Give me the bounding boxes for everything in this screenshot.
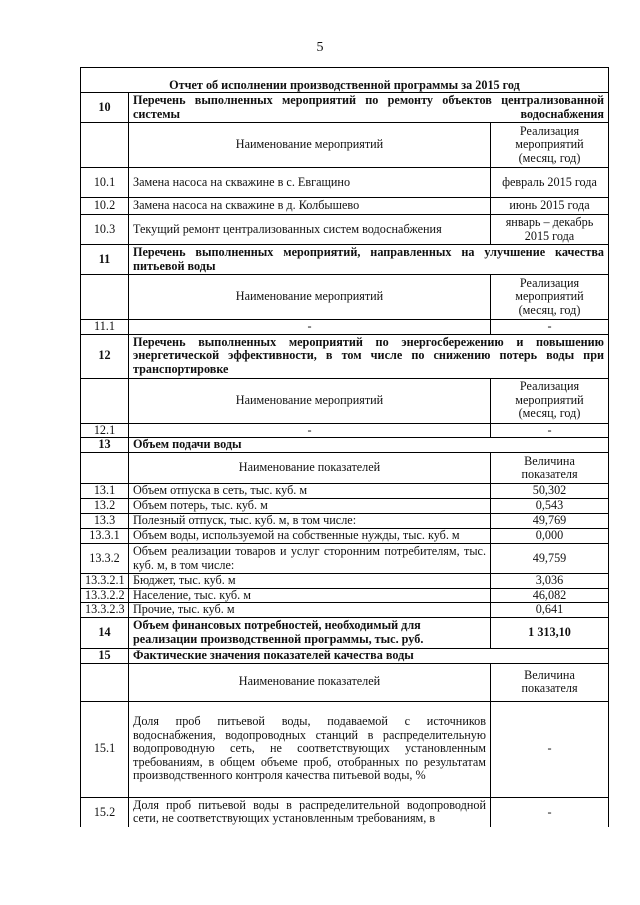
column-header-value: Реализация мероприятий (месяц, год)	[491, 123, 609, 168]
row-value: 49,769	[491, 514, 609, 529]
row-name: Замена насоса на скважине в д. Колбышево	[129, 198, 491, 215]
row-value: -	[491, 320, 609, 335]
production-program-report-table	[80, 67, 609, 827]
row-number: 10.2	[81, 198, 129, 215]
row-number: 15.1	[81, 701, 129, 797]
row-number: 13.3.2	[81, 544, 129, 574]
section-header-row	[81, 438, 609, 453]
column-header-row	[81, 275, 609, 320]
column-header-name: Наименование мероприятий	[129, 378, 491, 423]
row-value: 0,000	[491, 529, 609, 544]
table-row	[81, 168, 609, 198]
row-number: 10.3	[81, 215, 129, 245]
column-header-name: Наименование мероприятий	[129, 123, 491, 168]
row-number: 13.3.2.1	[81, 574, 129, 589]
row-number: 15.2	[81, 797, 129, 827]
column-header-value: Реализация мероприятий (месяц, год)	[491, 378, 609, 423]
row-number: 13.3.2.2	[81, 588, 129, 603]
section-number: 13	[81, 438, 129, 453]
section-header-row	[81, 334, 609, 378]
row-value: 0,543	[491, 499, 609, 514]
row-value: -	[491, 701, 609, 797]
row-name: Объем реализации товаров и услуг сторонним потребителям, тыс. куб. м, в том числе:	[129, 544, 491, 574]
row-number: 13.3.2.3	[81, 603, 129, 618]
section-header-row	[81, 648, 609, 663]
section-title: Фактические значения показателей качества воды	[129, 648, 609, 663]
section-header-row	[81, 617, 609, 648]
row-value: февраль 2015 года	[491, 168, 609, 198]
section-number: 15	[81, 648, 129, 663]
row-name: Текущий ремонт централизованных систем водоснабжения	[129, 215, 491, 245]
row-value: -	[491, 797, 609, 827]
table-row	[81, 514, 609, 529]
row-name: Объем потерь, тыс. куб. м	[129, 499, 491, 514]
section-title: Перечень выполненных мероприятий по ремонту объектов централизованной системы водоснабжения	[129, 93, 609, 123]
section-number: 14	[81, 617, 129, 648]
table-row	[81, 574, 609, 589]
table-row	[81, 544, 609, 574]
column-header-row	[81, 123, 609, 168]
column-header-value: Величина показателя	[491, 663, 609, 701]
row-value: 50,302	[491, 484, 609, 499]
table-row	[81, 529, 609, 544]
row-value: 49,759	[491, 544, 609, 574]
row-value: январь – декабрь 2015 года	[491, 215, 609, 245]
table-row	[81, 588, 609, 603]
column-header-name: Наименование показателей	[129, 663, 491, 701]
row-number: 13.1	[81, 484, 129, 499]
row-value: -	[491, 423, 609, 438]
column-header-row	[81, 378, 609, 423]
row-value: 0,641	[491, 603, 609, 618]
row-value: 46,082	[491, 588, 609, 603]
column-header-row	[81, 663, 609, 701]
table-row	[81, 499, 609, 514]
row-name: -	[129, 423, 491, 438]
row-value: 3,036	[491, 574, 609, 589]
row-number: 13.3.1	[81, 529, 129, 544]
row-name: Доля проб питьевой воды, подаваемой с источников водоснабжения, водопроводных станций в распределительную водопроводную сеть, не соответствующих установленным требованиям, в общем объеме проб, отобранных по результатам производственного контроля качества питьевой воды, %	[129, 701, 491, 797]
report-title: Отчет об исполнении производственной программы за 2015 год	[81, 68, 609, 93]
row-name: Объем воды, используемой на собственные нужды, тыс. куб. м	[129, 529, 491, 544]
section-number: 12	[81, 334, 129, 378]
table-row	[81, 484, 609, 499]
section-number: 11	[81, 245, 129, 275]
row-number: 12.1	[81, 423, 129, 438]
column-header-value: Реализация мероприятий (месяц, год)	[491, 275, 609, 320]
section-header-row	[81, 93, 609, 123]
table-row	[81, 215, 609, 245]
row-name: Доля проб питьевой воды в распределительной водопроводной сети, не соответствующих установленным требованиям, в	[129, 797, 491, 827]
row-name: -	[129, 320, 491, 335]
column-header-value: Величина показателя	[491, 453, 609, 484]
row-name: Объем отпуска в сеть, тыс. куб. м	[129, 484, 491, 499]
table-row	[81, 423, 609, 438]
table-row	[81, 797, 609, 827]
section-title: Перечень выполненных мероприятий, направленных на улучшение качества питьевой воды	[129, 245, 609, 275]
row-number: 13.3	[81, 514, 129, 529]
row-number: 13.2	[81, 499, 129, 514]
section-header-row	[81, 245, 609, 275]
section-title: Объем подачи воды	[129, 438, 609, 453]
table-row	[81, 701, 609, 797]
table-row	[81, 320, 609, 335]
section-title: Перечень выполненных мероприятий по энергосбережению и повышению энергетической эффективности, в том числе по снижению потерь воды при транспортировке	[129, 334, 609, 378]
row-name: Прочие, тыс. куб. м	[129, 603, 491, 618]
row-name: Полезный отпуск, тыс. куб. м, в том числе:	[129, 514, 491, 529]
column-header-name: Наименование показателей	[129, 453, 491, 484]
report-title-row	[81, 68, 609, 93]
row-name: Бюджет, тыс. куб. м	[129, 574, 491, 589]
page-number: 5	[316, 40, 324, 55]
column-header-row	[81, 453, 609, 484]
row-number: 10.1	[81, 168, 129, 198]
row-name: Население, тыс. куб. м	[129, 588, 491, 603]
table-row	[81, 198, 609, 215]
row-value: июнь 2015 года	[491, 198, 609, 215]
financial-needs-value: 1 313,10	[491, 617, 609, 648]
section-number: 10	[81, 93, 129, 123]
row-name: Замена насоса на скважине в с. Евгащино	[129, 168, 491, 198]
table-row	[81, 603, 609, 618]
column-header-name: Наименование мероприятий	[129, 275, 491, 320]
section-title: Объем финансовых потребностей, необходимый для реализации производственной программы, тыс. руб.	[129, 617, 491, 648]
row-number: 11.1	[81, 320, 129, 335]
